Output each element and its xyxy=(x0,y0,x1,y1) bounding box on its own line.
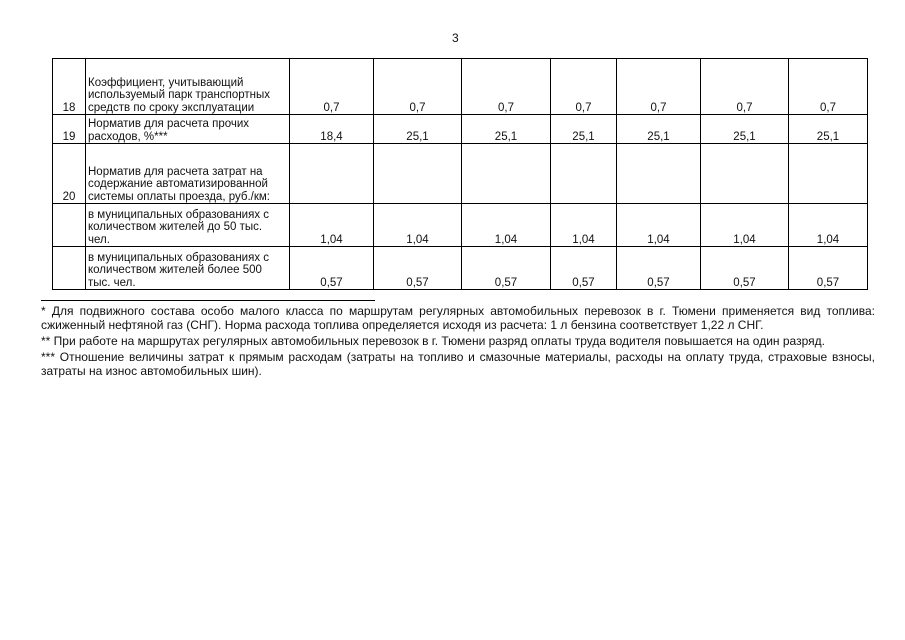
table-cell: 0,57 xyxy=(462,247,551,290)
row-label: в муниципальных образованиях с количеством жителей более 500 тыс. чел. xyxy=(86,247,290,290)
table-cell: 0,7 xyxy=(701,59,789,115)
table-cell xyxy=(617,144,701,204)
row-label: Норматив для расчета затрат на содержание автоматизированной системы оплаты проезда, руб./км: xyxy=(86,144,290,204)
table-cell xyxy=(789,144,868,204)
footnotes xyxy=(41,304,875,380)
table-row xyxy=(53,247,868,290)
table-cell: 1,04 xyxy=(374,204,462,247)
table-row xyxy=(53,144,868,204)
row-number: 19 xyxy=(53,115,86,144)
row-label: Коэффициент, учитывающий используемый парк транспортных средств по сроку эксплуатации xyxy=(86,59,290,115)
row-number xyxy=(53,204,86,247)
row-number: 18 xyxy=(53,59,86,115)
table-cell: 1,04 xyxy=(701,204,789,247)
table-cell: 1,04 xyxy=(789,204,868,247)
footnote-divider xyxy=(41,300,375,301)
table-cell: 1,04 xyxy=(462,204,551,247)
table-row xyxy=(53,204,868,247)
table-cell xyxy=(701,144,789,204)
table-cell: 0,7 xyxy=(462,59,551,115)
page-number: 3 xyxy=(452,31,459,45)
table-cell: 1,04 xyxy=(290,204,374,247)
table-cell: 0,57 xyxy=(789,247,868,290)
table-cell: 0,57 xyxy=(551,247,617,290)
table-cell: 1,04 xyxy=(551,204,617,247)
table-cell: 0,57 xyxy=(290,247,374,290)
table-cell: 0,57 xyxy=(374,247,462,290)
row-number xyxy=(53,247,86,290)
table-cell: 25,1 xyxy=(617,115,701,144)
table-cell: 25,1 xyxy=(701,115,789,144)
table-cell: 0,7 xyxy=(290,59,374,115)
table-cell: 0,7 xyxy=(374,59,462,115)
table-cell xyxy=(551,144,617,204)
row-label: в муниципальных образованиях с количеством жителей до 50 тыс. чел. xyxy=(86,204,290,247)
table-cell: 0,7 xyxy=(789,59,868,115)
table-cell xyxy=(290,144,374,204)
table-cell: 25,1 xyxy=(462,115,551,144)
footnote: * Для подвижного состава особо малого класса по маршрутам регулярных автомобильных перевозок в г. Тюмени применяется вид топлива: сжиженный нефтяной газ (СНГ). Норма расхода топлива определяется исходя из расчета: 1 л бензина соответствует 1,22 л СНГ. xyxy=(41,304,875,332)
table-cell: 1,04 xyxy=(617,204,701,247)
table-row xyxy=(53,115,868,144)
table-cell: 0,7 xyxy=(617,59,701,115)
table-row xyxy=(53,59,868,115)
table-cell: 25,1 xyxy=(551,115,617,144)
table-cell: 25,1 xyxy=(374,115,462,144)
data-table xyxy=(52,58,868,290)
table-cell xyxy=(462,144,551,204)
table-cell: 0,57 xyxy=(701,247,789,290)
row-number: 20 xyxy=(53,144,86,204)
row-label: Норматив для расчета прочих расходов, %*** xyxy=(86,115,290,144)
table-cell: 18,4 xyxy=(290,115,374,144)
table-cell xyxy=(374,144,462,204)
table-cell: 0,57 xyxy=(617,247,701,290)
footnote: *** Отношение величины затрат к прямым расходам (затраты на топливо и смазочные материалы, расходы на оплату труда, страховые взносы, затраты на износ автомобильных шин). xyxy=(41,350,875,378)
footnote: ** При работе на маршрутах регулярных автомобильных перевозок в г. Тюмени разряд оплаты труда водителя повышается на один разряд. xyxy=(41,334,825,348)
table-cell: 25,1 xyxy=(789,115,868,144)
table-cell: 0,7 xyxy=(551,59,617,115)
